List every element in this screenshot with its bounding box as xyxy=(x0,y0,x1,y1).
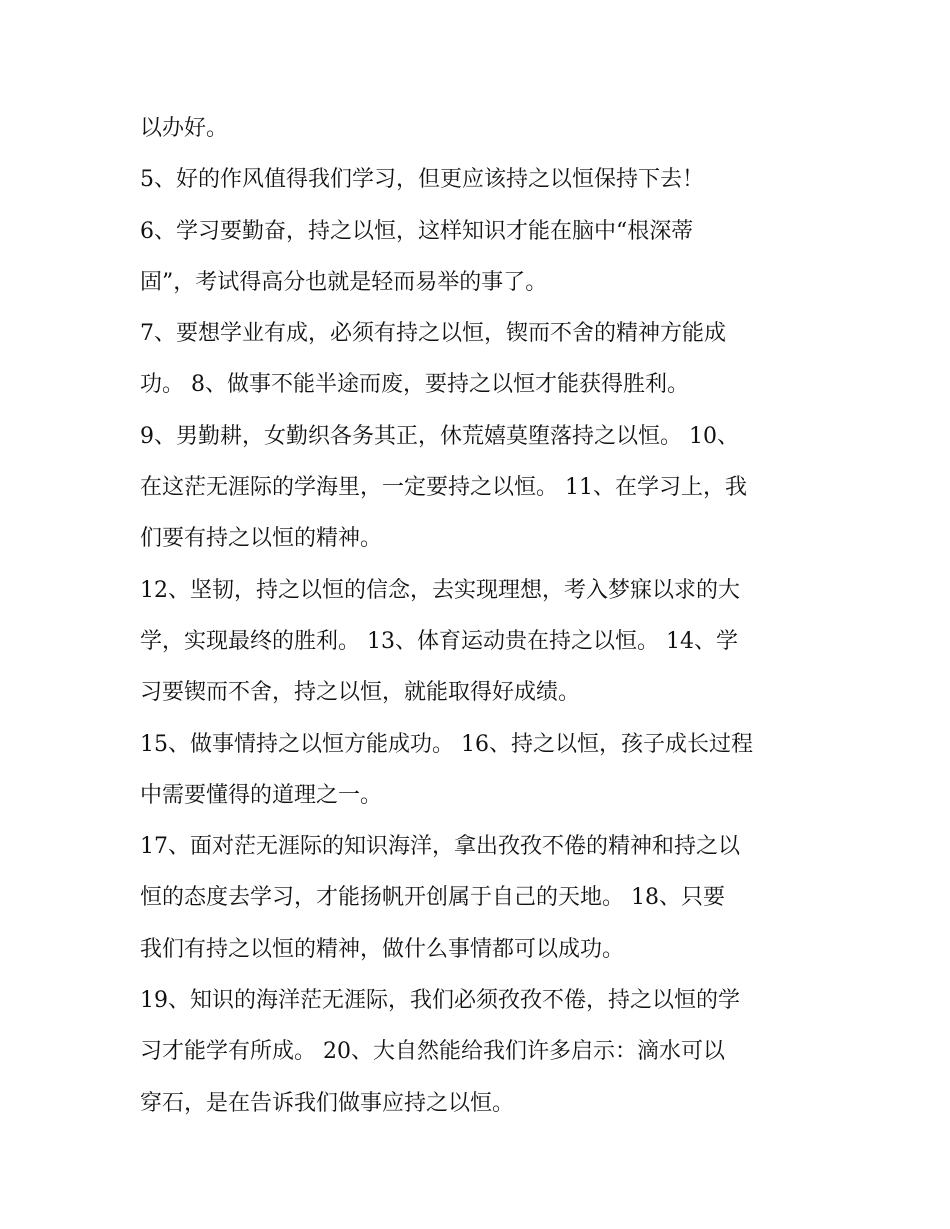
text-line: 习要锲而不舍，持之以恒，就能取得好成绩。 xyxy=(140,680,581,706)
text-line: 19、知识的海洋茫无涯际，我们必须孜孜不倦，持之以恒的学 xyxy=(140,988,740,1014)
text-line: 9、男勤耕，女勤织各务其正，休荒嬉莫堕落持之以恒。 10、 xyxy=(140,423,739,449)
text-line: 恒的态度去学习，才能扬帆开创属于自己的天地。 18、只要 xyxy=(140,885,725,911)
text-line: 12、坚韧，持之以恒的信念，去实现理想，考入梦寐以求的大 xyxy=(140,577,740,603)
text-line: 5、好的作风值得我们学习，但更应该持之以恒保持下去！ xyxy=(140,167,704,193)
text-line: 在这茫无涯际的学海里，一定要持之以恒。 11、在学习上，我 xyxy=(140,475,747,501)
text-line: 15、做事情持之以恒方能成功。 16、持之以恒，孩子成长过程 xyxy=(140,731,753,757)
text-line: 17、面对茫无涯际的知识海洋，拿出孜孜不倦的精神和持之以 xyxy=(140,834,740,860)
text-line: 7、要想学业有成，必须有持之以恒，锲而不舍的精神方能成 xyxy=(140,321,726,347)
text-line: 穿石，是在告诉我们做事应持之以恒。 xyxy=(140,1090,515,1116)
text-line: 固”，考试得高分也就是轻而易举的事了。 xyxy=(140,269,548,295)
text-line: 中需要懂得的道理之一。 xyxy=(140,782,383,808)
text-line: 功。 8、做事不能半途而废，要持之以恒才能获得胜利。 xyxy=(140,372,689,398)
text-line: 以办好。 xyxy=(140,116,229,141)
text-line: 学，实现最终的胜利。 13、体育运动贵在持之以恒。 14、学 xyxy=(140,628,738,654)
body-text xyxy=(140,103,820,1129)
text-line: 6、学习要勤奋，持之以恒，这样知识才能在脑中“根深蒂 xyxy=(140,218,694,244)
text-line: 我们有持之以恒的精神，做什么事情都可以成功。 xyxy=(140,936,625,962)
text-line: 习才能学有所成。 20、大自然能给我们许多启示：滴水可以 xyxy=(140,1039,725,1065)
text-line: 们要有持之以恒的精神。 xyxy=(140,526,383,552)
